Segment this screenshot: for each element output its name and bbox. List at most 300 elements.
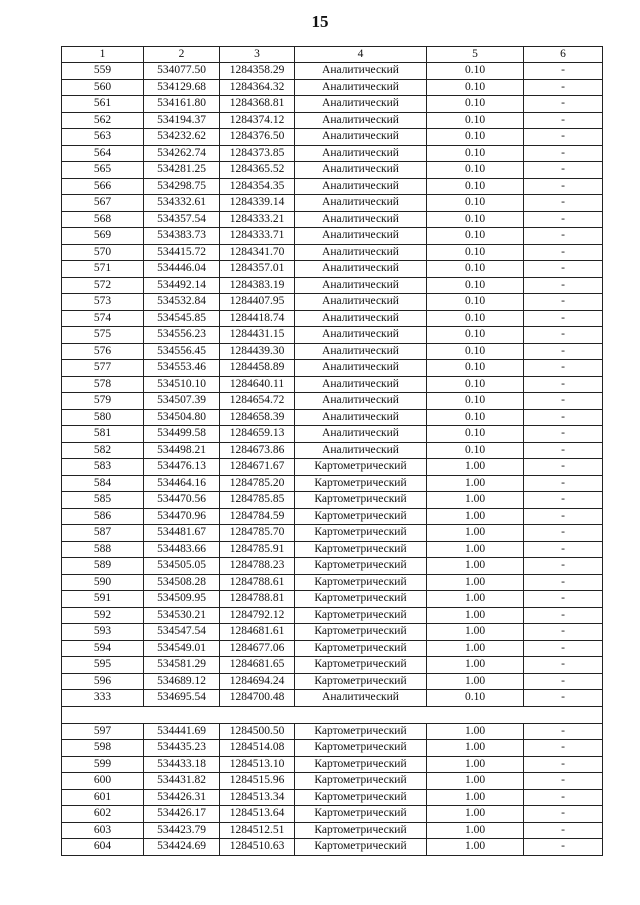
table-cell: 1.00 (427, 558, 524, 575)
table-cell: 570 (62, 244, 144, 261)
table-cell: - (524, 756, 603, 773)
table-row (62, 541, 603, 558)
table-cell: Аналитический (295, 195, 427, 212)
table-cell: 534689.12 (144, 673, 220, 690)
table-cell: Картометрический (295, 541, 427, 558)
table-cell: - (524, 376, 603, 393)
table-cell: 0.10 (427, 376, 524, 393)
table-cell: Картометрический (295, 492, 427, 509)
table-cell: 563 (62, 129, 144, 146)
table-cell: 0.10 (427, 162, 524, 179)
table-cell: 534545.85 (144, 310, 220, 327)
table-cell: 1284512.51 (220, 822, 295, 839)
table-row (62, 376, 603, 393)
table-row (62, 310, 603, 327)
table-cell: Картометрический (295, 508, 427, 525)
table-cell: 0.10 (427, 442, 524, 459)
table-cell: 534510.10 (144, 376, 220, 393)
table-cell: 534232.62 (144, 129, 220, 146)
table-cell: 0.10 (427, 195, 524, 212)
table-cell: - (524, 558, 603, 575)
table-cell: 561 (62, 96, 144, 113)
table-cell: 534194.37 (144, 112, 220, 129)
table-cell: 1284785.20 (220, 475, 295, 492)
column-header-4: 4 (295, 47, 427, 63)
table-cell: Аналитический (295, 129, 427, 146)
table-cell: 1284431.15 (220, 327, 295, 344)
table-cell: 1284788.61 (220, 574, 295, 591)
table-header (62, 47, 603, 63)
table-cell: 0.10 (427, 409, 524, 426)
table-cell: 569 (62, 228, 144, 245)
table-cell: 580 (62, 409, 144, 426)
table-row (62, 459, 603, 476)
table-cell: 534426.31 (144, 789, 220, 806)
table-cell: 0.10 (427, 96, 524, 113)
table-cell: 571 (62, 261, 144, 278)
table-row (62, 277, 603, 294)
table-cell: 583 (62, 459, 144, 476)
table-cell: 575 (62, 327, 144, 344)
table-cell: 534470.96 (144, 508, 220, 525)
table-cell: 1284418.74 (220, 310, 295, 327)
table-cell: 1284373.85 (220, 145, 295, 162)
section-separator-row (62, 706, 603, 723)
table-row (62, 607, 603, 624)
table-cell: 589 (62, 558, 144, 575)
table-cell: - (524, 690, 603, 707)
table-cell: - (524, 343, 603, 360)
table-cell: 1284785.91 (220, 541, 295, 558)
table-cell: 566 (62, 178, 144, 195)
table-cell: 534129.68 (144, 79, 220, 96)
table-cell: 576 (62, 343, 144, 360)
table-cell: 1284339.14 (220, 195, 295, 212)
table-cell: 534423.79 (144, 822, 220, 839)
table-cell: Аналитический (295, 162, 427, 179)
table-cell: 534508.28 (144, 574, 220, 591)
table-cell: 591 (62, 591, 144, 608)
table-cell: 1284658.39 (220, 409, 295, 426)
table-cell: Картометрический (295, 773, 427, 790)
table-cell: Аналитический (295, 409, 427, 426)
table-cell: 568 (62, 211, 144, 228)
table-cell: 534161.80 (144, 96, 220, 113)
table-row (62, 492, 603, 509)
table-cell: 1.00 (427, 789, 524, 806)
table-cell: Аналитический (295, 228, 427, 245)
table-cell: 534446.04 (144, 261, 220, 278)
table-cell: 572 (62, 277, 144, 294)
table-cell: Аналитический (295, 442, 427, 459)
table-cell: - (524, 79, 603, 96)
table-cell: 1.00 (427, 574, 524, 591)
table-cell: 584 (62, 475, 144, 492)
table-cell: - (524, 261, 603, 278)
table-cell: 1284659.13 (220, 426, 295, 443)
table-cell: 534476.13 (144, 459, 220, 476)
table-cell: 534505.05 (144, 558, 220, 575)
table-cell: 1284333.71 (220, 228, 295, 245)
table-row (62, 112, 603, 129)
table-cell: 1284694.24 (220, 673, 295, 690)
table-cell: - (524, 129, 603, 146)
table-cell: Аналитический (295, 426, 427, 443)
table-cell: - (524, 228, 603, 245)
table-cell: Аналитический (295, 178, 427, 195)
table-cell: 560 (62, 79, 144, 96)
table-cell: 1.00 (427, 822, 524, 839)
table-cell: 1.00 (427, 640, 524, 657)
table-cell: Картометрический (295, 558, 427, 575)
table-cell: Картометрический (295, 789, 427, 806)
table-cell: 595 (62, 657, 144, 674)
table-row (62, 294, 603, 311)
table-cell: 534581.29 (144, 657, 220, 674)
table-cell: 1284376.50 (220, 129, 295, 146)
table-cell: Аналитический (295, 294, 427, 311)
table-cell: - (524, 508, 603, 525)
table-cell: Картометрический (295, 839, 427, 856)
header-row (62, 47, 603, 63)
table-cell: Аналитический (295, 112, 427, 129)
table-cell: 534492.14 (144, 277, 220, 294)
table-cell: 597 (62, 723, 144, 740)
table-cell: - (524, 360, 603, 377)
table-cell: 1284510.63 (220, 839, 295, 856)
table-cell: - (524, 178, 603, 195)
table-cell: 534383.73 (144, 228, 220, 245)
table-cell: - (524, 112, 603, 129)
table-cell: Аналитический (295, 360, 427, 377)
table-cell: Аналитический (295, 343, 427, 360)
table-cell: 1284785.70 (220, 525, 295, 542)
table-cell: 534530.21 (144, 607, 220, 624)
table-row (62, 426, 603, 443)
column-header-5: 5 (427, 47, 524, 63)
table-cell: 599 (62, 756, 144, 773)
table-cell: 1.00 (427, 541, 524, 558)
table-cell: 534426.17 (144, 806, 220, 823)
table-cell: 534281.25 (144, 162, 220, 179)
table-cell: 1.00 (427, 756, 524, 773)
table-row (62, 558, 603, 575)
table-cell: 562 (62, 112, 144, 129)
table-row (62, 96, 603, 113)
table-cell: 534357.54 (144, 211, 220, 228)
column-header-3: 3 (220, 47, 295, 63)
table-cell: 1.00 (427, 525, 524, 542)
table-cell: 1.00 (427, 839, 524, 856)
table-cell: 333 (62, 690, 144, 707)
table-cell: - (524, 541, 603, 558)
table-cell: Картометрический (295, 574, 427, 591)
table-cell: 534499.58 (144, 426, 220, 443)
table-cell: - (524, 442, 603, 459)
table-row (62, 624, 603, 641)
table-cell: - (524, 162, 603, 179)
table-cell: - (524, 822, 603, 839)
table-cell: 0.10 (427, 360, 524, 377)
column-header-1: 1 (62, 47, 144, 63)
table-cell: 1284354.35 (220, 178, 295, 195)
table-cell: 0.10 (427, 129, 524, 146)
table-cell: 601 (62, 789, 144, 806)
table-cell: 1284677.06 (220, 640, 295, 657)
table-row (62, 723, 603, 740)
table-cell: 1284671.67 (220, 459, 295, 476)
table-cell: - (524, 492, 603, 509)
table-cell: Картометрический (295, 822, 427, 839)
table-cell: 1284681.61 (220, 624, 295, 641)
column-header-6: 6 (524, 47, 603, 63)
table-cell: 588 (62, 541, 144, 558)
table-row (62, 178, 603, 195)
table-cell: 1.00 (427, 607, 524, 624)
table-cell: 534483.66 (144, 541, 220, 558)
table-cell: - (524, 525, 603, 542)
table-cell: 0.10 (427, 327, 524, 344)
table-cell: 0.10 (427, 244, 524, 261)
table-cell: Аналитический (295, 376, 427, 393)
table-cell: 534481.67 (144, 525, 220, 542)
table-cell: - (524, 723, 603, 740)
table-cell: 1.00 (427, 591, 524, 608)
table-cell: Аналитический (295, 63, 427, 80)
table-cell: 534547.54 (144, 624, 220, 641)
table-cell: 1.00 (427, 773, 524, 790)
table-cell: 1284788.23 (220, 558, 295, 575)
table-row (62, 442, 603, 459)
table-cell: 1284681.65 (220, 657, 295, 674)
table-row (62, 756, 603, 773)
table-cell: - (524, 244, 603, 261)
table-cell: 1284368.81 (220, 96, 295, 113)
table-row (62, 806, 603, 823)
table-cell: 1284374.12 (220, 112, 295, 129)
table-cell: 1284513.34 (220, 789, 295, 806)
table-cell: Аналитический (295, 244, 427, 261)
table-cell: 564 (62, 145, 144, 162)
table-row (62, 261, 603, 278)
table-row (62, 244, 603, 261)
table-row (62, 145, 603, 162)
table-cell: - (524, 277, 603, 294)
table-row (62, 574, 603, 591)
table-cell: - (524, 327, 603, 344)
table-cell: 1284458.89 (220, 360, 295, 377)
page-number: 15 (311, 12, 329, 31)
table-cell: Аналитический (295, 310, 427, 327)
table-cell: 1284365.52 (220, 162, 295, 179)
table-row (62, 211, 603, 228)
table-cell: 1284341.70 (220, 244, 295, 261)
table-cell: 534431.82 (144, 773, 220, 790)
table-cell: 1284654.72 (220, 393, 295, 410)
table-cell: 534532.84 (144, 294, 220, 311)
table-cell: - (524, 294, 603, 311)
table-row (62, 162, 603, 179)
table-cell: Аналитический (295, 261, 427, 278)
table-cell: 604 (62, 839, 144, 856)
table-cell: Картометрический (295, 525, 427, 542)
table-row (62, 475, 603, 492)
table-cell: 1.00 (427, 459, 524, 476)
table-cell: 534424.69 (144, 839, 220, 856)
table-row (62, 673, 603, 690)
table-cell: 0.10 (427, 277, 524, 294)
table-cell: Аналитический (295, 277, 427, 294)
coordinates-table (61, 46, 603, 856)
table-cell: 598 (62, 740, 144, 757)
table-cell: - (524, 673, 603, 690)
table-row (62, 393, 603, 410)
table-cell: 1284357.01 (220, 261, 295, 278)
table-cell: 559 (62, 63, 144, 80)
table-row (62, 343, 603, 360)
table-cell: - (524, 393, 603, 410)
table-cell: 587 (62, 525, 144, 542)
table-cell: 534504.80 (144, 409, 220, 426)
table-cell: 0.10 (427, 294, 524, 311)
table-cell: Картометрический (295, 640, 427, 657)
table-cell: 0.10 (427, 426, 524, 443)
table-row (62, 129, 603, 146)
table-cell: - (524, 63, 603, 80)
table-cell: Картометрический (295, 806, 427, 823)
column-header-2: 2 (144, 47, 220, 63)
table-cell: 1284439.30 (220, 343, 295, 360)
table-cell: - (524, 475, 603, 492)
table-cell: - (524, 624, 603, 641)
table-cell: 534556.23 (144, 327, 220, 344)
table-cell: 0.10 (427, 178, 524, 195)
table-cell: 534415.72 (144, 244, 220, 261)
table-cell: Аналитический (295, 393, 427, 410)
table-cell: 534433.18 (144, 756, 220, 773)
table-cell: Картометрический (295, 756, 427, 773)
table-cell: 1284784.59 (220, 508, 295, 525)
table-cell: 1284514.08 (220, 740, 295, 757)
table-cell: - (524, 211, 603, 228)
table-cell: Картометрический (295, 740, 427, 757)
table-cell: 1.00 (427, 475, 524, 492)
table-cell: - (524, 145, 603, 162)
table-row (62, 508, 603, 525)
table-row (62, 773, 603, 790)
table-cell: 1284788.81 (220, 591, 295, 608)
table-cell: Картометрический (295, 591, 427, 608)
table-cell: 0.10 (427, 261, 524, 278)
table-cell: 534498.21 (144, 442, 220, 459)
table-cell: 1.00 (427, 508, 524, 525)
table-cell: Картометрический (295, 624, 427, 641)
table-cell: - (524, 839, 603, 856)
table-cell: 1284333.21 (220, 211, 295, 228)
table-row (62, 690, 603, 707)
table-cell: - (524, 195, 603, 212)
table-row (62, 839, 603, 856)
table-cell: 534332.61 (144, 195, 220, 212)
table-row (62, 740, 603, 757)
table-cell: 1284792.12 (220, 607, 295, 624)
table-cell: 534509.95 (144, 591, 220, 608)
table-cell: 577 (62, 360, 144, 377)
table-cell: Аналитический (295, 211, 427, 228)
table-cell: Картометрический (295, 475, 427, 492)
table-cell: Аналитический (295, 145, 427, 162)
table-cell: 534553.46 (144, 360, 220, 377)
table-cell: - (524, 607, 603, 624)
table-cell: 0.10 (427, 393, 524, 410)
table-cell: Аналитический (295, 96, 427, 113)
table-cell: 0.10 (427, 63, 524, 80)
table-cell: 1284383.19 (220, 277, 295, 294)
table-cell: 534470.56 (144, 492, 220, 509)
table-cell: Картометрический (295, 459, 427, 476)
table-cell: 534464.16 (144, 475, 220, 492)
table-cell: 592 (62, 607, 144, 624)
table-cell: 1.00 (427, 740, 524, 757)
table-cell: - (524, 459, 603, 476)
table-cell: Картометрический (295, 723, 427, 740)
table-row (62, 640, 603, 657)
table-cell: 0.10 (427, 112, 524, 129)
table-cell: - (524, 773, 603, 790)
table-row (62, 79, 603, 96)
table-cell: 534262.74 (144, 145, 220, 162)
table-cell: 574 (62, 310, 144, 327)
table-cell: - (524, 426, 603, 443)
table-cell: 1.00 (427, 806, 524, 823)
table-cell: - (524, 574, 603, 591)
table-row (62, 327, 603, 344)
table-cell: 534507.39 (144, 393, 220, 410)
table-row (62, 525, 603, 542)
table-cell: 1.00 (427, 657, 524, 674)
table-cell: 590 (62, 574, 144, 591)
table-cell: 603 (62, 822, 144, 839)
table-cell: Аналитический (295, 690, 427, 707)
table-cell: 534077.50 (144, 63, 220, 80)
table-cell: 0.10 (427, 228, 524, 245)
table-cell: Картометрический (295, 657, 427, 674)
table-cell: - (524, 740, 603, 757)
table-cell: 579 (62, 393, 144, 410)
table-cell: 534556.45 (144, 343, 220, 360)
table-cell: 0.10 (427, 79, 524, 96)
table-cell: 1.00 (427, 624, 524, 641)
table-cell: - (524, 591, 603, 608)
table-cell: 565 (62, 162, 144, 179)
table-cell: 582 (62, 442, 144, 459)
table-cell: Аналитический (295, 327, 427, 344)
table-cell: - (524, 310, 603, 327)
table-cell: - (524, 409, 603, 426)
table-cell: 534549.01 (144, 640, 220, 657)
table-cell: 1284785.85 (220, 492, 295, 509)
table-cell: 567 (62, 195, 144, 212)
table-cell: - (524, 806, 603, 823)
table-cell: Картометрический (295, 607, 427, 624)
table-cell: 534695.54 (144, 690, 220, 707)
table-cell: 586 (62, 508, 144, 525)
table-cell: - (524, 96, 603, 113)
table-cell: 594 (62, 640, 144, 657)
table-cell: 1284358.29 (220, 63, 295, 80)
table-cell: 593 (62, 624, 144, 641)
table-cell: 0.10 (427, 310, 524, 327)
